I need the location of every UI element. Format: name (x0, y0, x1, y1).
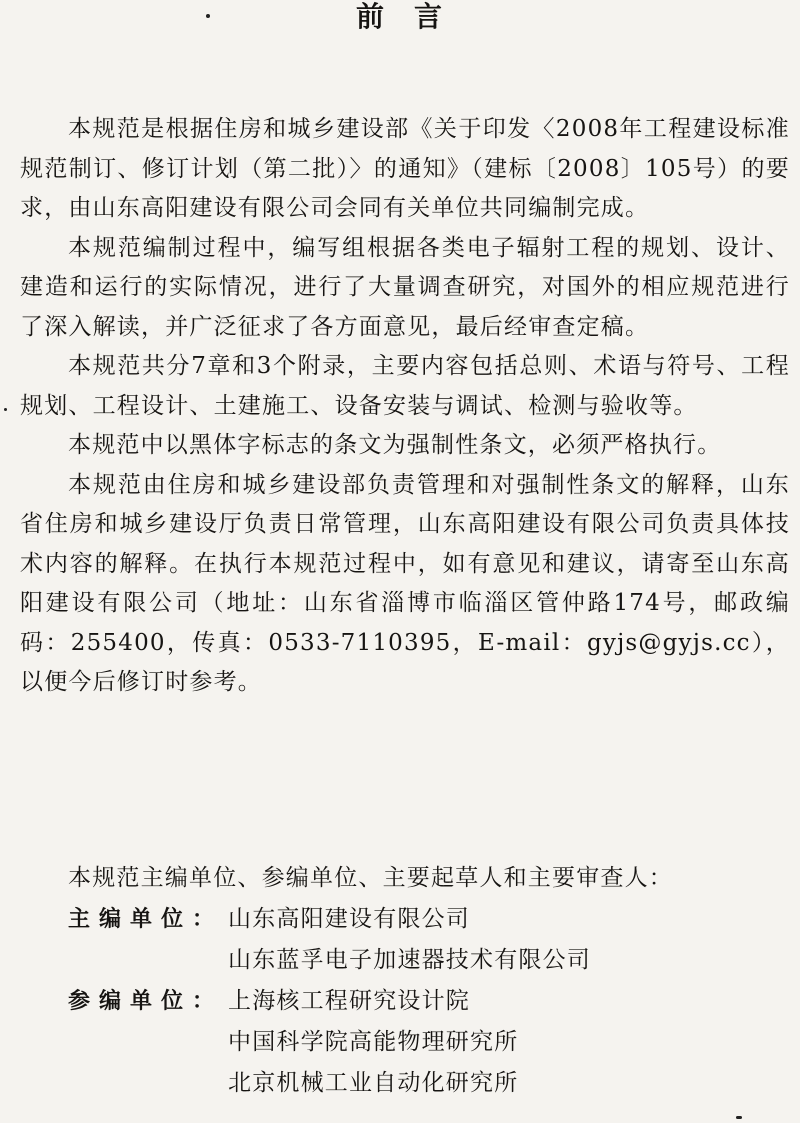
unit-name: 山东高阳建设有限公司 (228, 906, 470, 932)
unit-name: 上海核工程研究设计院 (228, 988, 470, 1014)
unit-name: 北京机械工业自动化研究所 (228, 1070, 519, 1096)
unit-name: 山东蓝孚电子加速器技术有限公司 (228, 947, 591, 973)
participating-group (20, 981, 790, 1104)
paragraph-basis: 本规范是根据住房和城乡建设部《关于印发〈2008年工程建设标准规范制订、修订计划（第二批）〉的通知》（建标〔2008〕105号）的要求，由山东高阳建设有限公司会同有关单位共同编制完成。 (20, 116, 790, 221)
scan-dot (736, 1116, 742, 1119)
scan-dot (4, 408, 7, 411)
participating-label: 参编单位： (68, 989, 224, 1014)
unit-name: 中国科学院高能物理研究所 (228, 1029, 519, 1055)
units-intro: 本规范主编单位、参编单位、主要起草人和主要审查人： (68, 865, 673, 891)
preface-body (20, 110, 790, 703)
chief-editor-group (20, 899, 790, 981)
chief-editor-units (228, 899, 790, 981)
paragraph-management: 本规范由住房和城乡建设部负责管理和对强制性条文的解释，山东省住房和城乡建设厅负责日常管理，山东高阳建设有限公司负责具体技术内容的解释。在执行本规范过程中，如有意见和建议，请寄至山东高阳建设有限公司（地址：山东省淄博市临淄区管仲路174号，邮政编码：255400，传真：0533-7110395，E-mail：gyjs@gyjs.cc），以便今后修订时参考。 (20, 471, 790, 695)
paragraph-process: 本规范编制过程中，编写组根据各类电子辐射工程的规划、设计、建造和运行的实际情况，进行了大量调查研究，对国外的相应规范进行了深入解读，并广泛征求了各方面意见，最后经审查定稿。 (20, 234, 790, 340)
units-list (20, 858, 790, 1104)
chief-editor-label: 主编单位： (68, 907, 224, 932)
page-heading: 前言 (355, 0, 472, 33)
paragraph-contents: 本规范共分7章和3个附录，主要内容包括总则、术语与符号、工程规划、工程设计、土建施工、设备安装与调试、检测与验收等。 (20, 353, 790, 419)
participating-units (228, 981, 790, 1104)
paragraph-mandatory: 本规范中以黑体字标志的条文为强制性条文，必须严格执行。 (68, 432, 722, 458)
